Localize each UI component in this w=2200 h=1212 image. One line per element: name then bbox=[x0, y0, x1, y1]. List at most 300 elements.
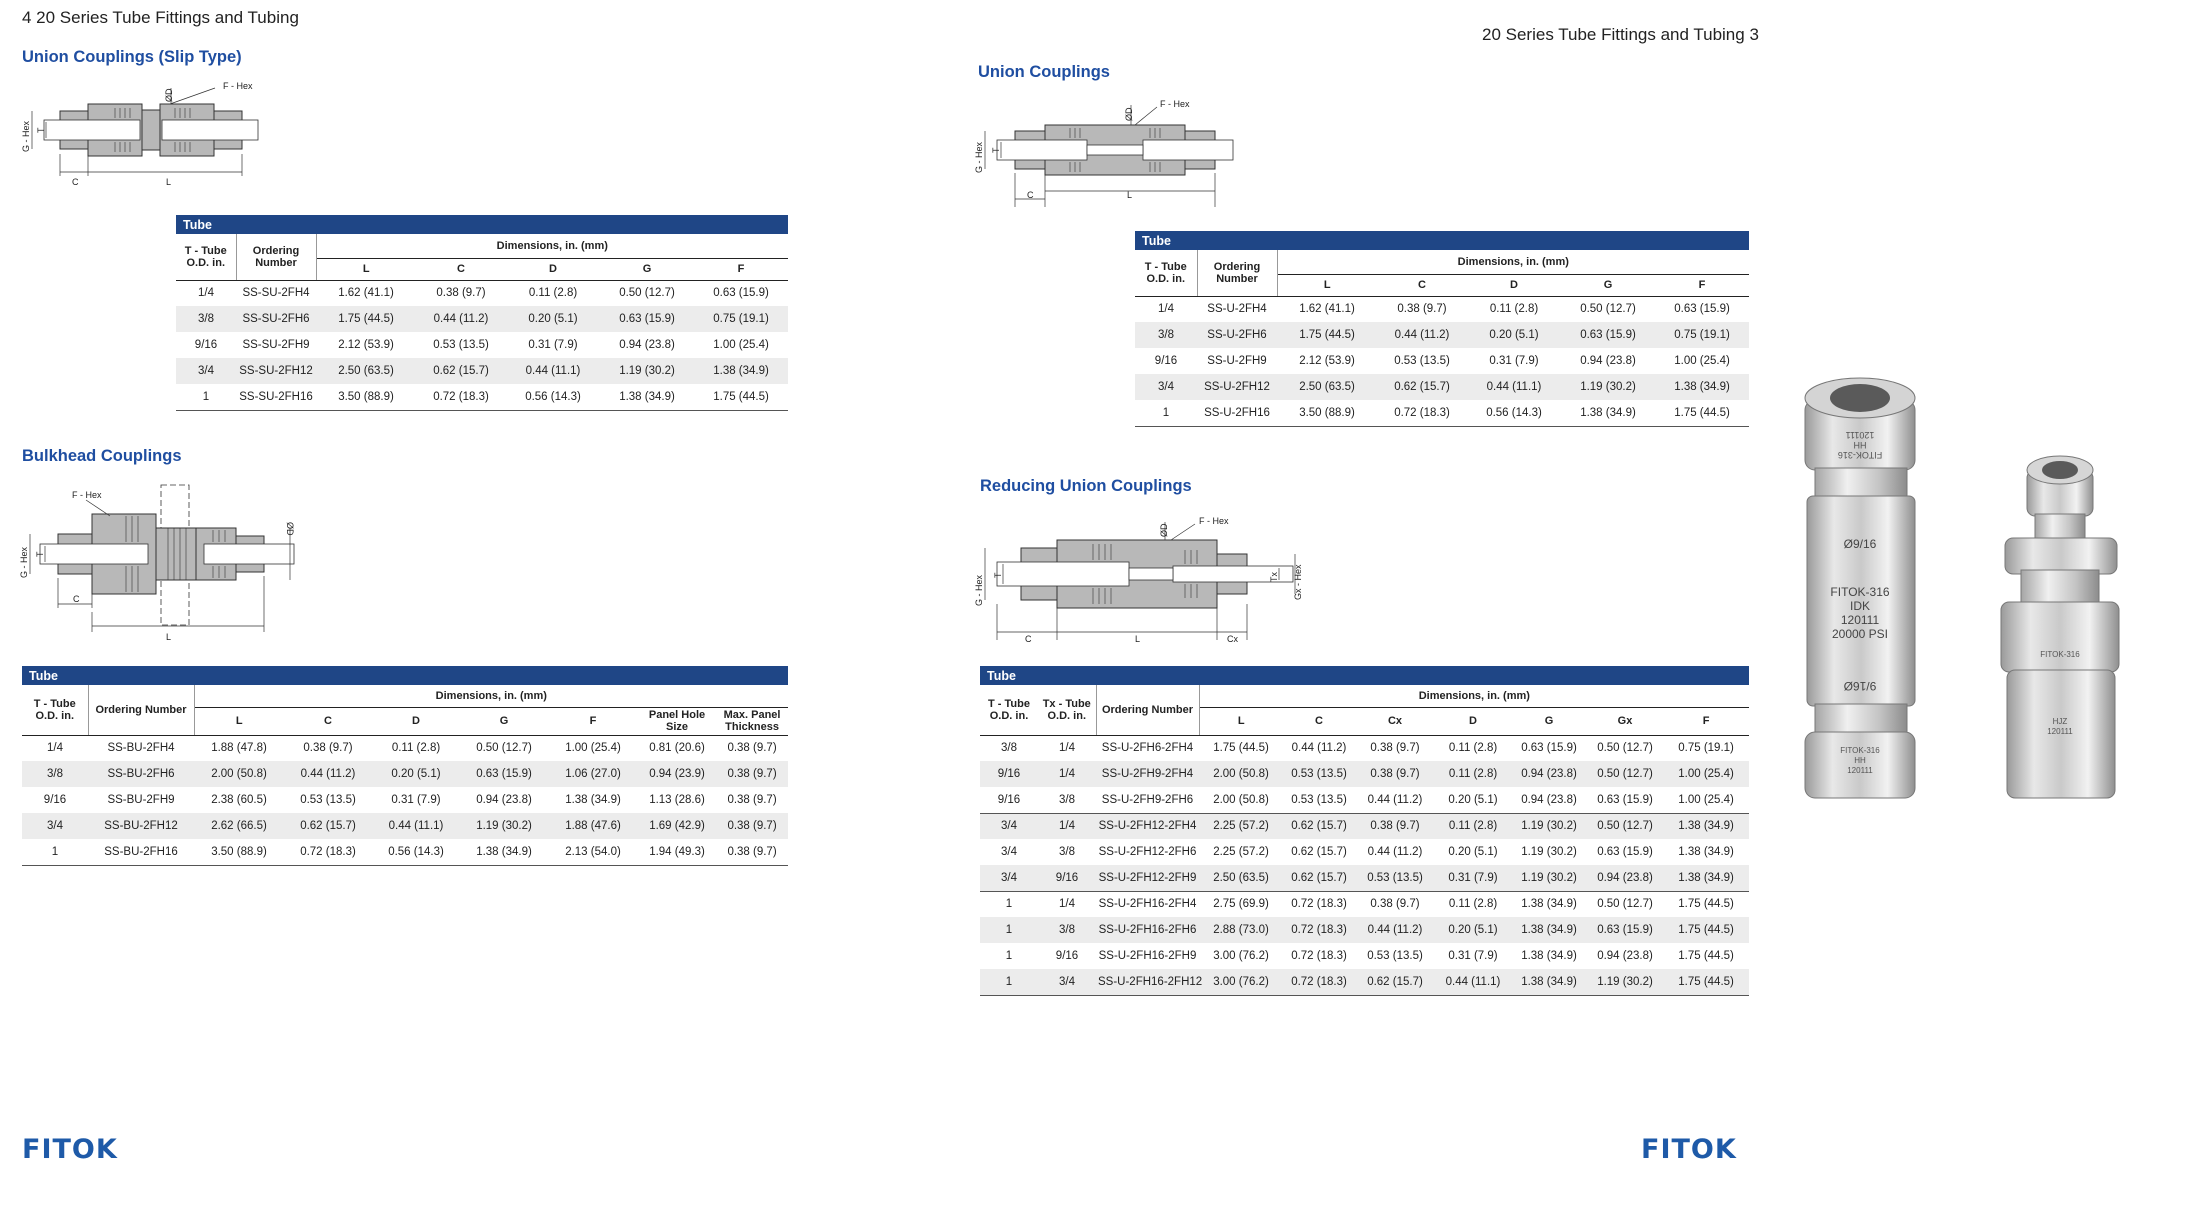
bu-label-fhex: F - Hex bbox=[72, 490, 102, 500]
table-cell: SS-U-2FH6-2FH4 bbox=[1101, 742, 1194, 755]
table-cell: 3/4 bbox=[980, 865, 1038, 891]
table-cell: 0.50 (12.7) bbox=[619, 287, 675, 300]
table-cell: SS-U-2FH16-2FH4 bbox=[1096, 891, 1199, 917]
table-cell: 3.50 (88.9) bbox=[1277, 400, 1377, 426]
bu-label-l: L bbox=[166, 632, 172, 642]
table-cell: 1.38 (34.9) bbox=[1511, 969, 1587, 995]
table-cell: 1 bbox=[1005, 950, 1013, 962]
table-cell: 0.72 (18.3) bbox=[1283, 969, 1355, 995]
bu-h-D: D bbox=[372, 707, 460, 735]
table-cell: 1.00 (25.4) bbox=[1663, 761, 1749, 787]
table-cell: 0.75 (19.1) bbox=[1678, 742, 1734, 755]
bu-h-L: L bbox=[194, 707, 284, 735]
ru-h-dims: Dimensions, in. (mm) bbox=[1199, 685, 1749, 707]
table-cell: 0.63 (15.9) bbox=[713, 287, 769, 300]
lf-mark-5: IDK bbox=[1849, 599, 1871, 613]
table-cell: 1.19 (30.2) bbox=[1511, 865, 1587, 891]
table-row bbox=[980, 761, 1749, 787]
table-cell: 0.38 (9.7) bbox=[303, 742, 353, 755]
table-cell: 0.38 (9.7) bbox=[1355, 891, 1435, 917]
table-cell: 1.38 (34.9) bbox=[1678, 846, 1734, 858]
ru-label-cx: Cx bbox=[1227, 634, 1238, 644]
table-cell: 1.62 (41.1) bbox=[338, 287, 394, 300]
table-cell: 1.38 (34.9) bbox=[1521, 950, 1577, 962]
lf-mark-0: 120111 bbox=[1845, 430, 1875, 440]
table-row bbox=[176, 280, 788, 306]
u-band: Tube bbox=[1135, 231, 1749, 250]
table-cell: SS-SU-2FH4 bbox=[242, 287, 310, 300]
table-cell: 1.38 (34.9) bbox=[694, 358, 788, 384]
table-cell: SS-SU-2FH16 bbox=[236, 384, 316, 410]
table-cell: 0.38 (9.7) bbox=[716, 813, 788, 839]
table-cell: 0.44 (11.1) bbox=[506, 358, 600, 384]
table-cell: SS-BU-2FH12 bbox=[88, 813, 194, 839]
table-cell: 0.20 (5.1) bbox=[372, 761, 460, 787]
table-cell: SS-U-2FH12-2FH9 bbox=[1096, 865, 1199, 891]
table-cell: 1 bbox=[1135, 400, 1197, 426]
table-cell: 0.50 (12.7) bbox=[1580, 303, 1636, 316]
lf-mark-3: Ø9/16 bbox=[1843, 537, 1877, 551]
ru-h-D: D bbox=[1435, 707, 1511, 735]
ru-h-C: C bbox=[1283, 707, 1355, 735]
table-cell: 0.50 (12.7) bbox=[476, 742, 532, 755]
table-cell: 0.62 (15.7) bbox=[284, 813, 372, 839]
bu-label-c: C bbox=[73, 594, 80, 604]
table-cell: 0.31 (7.9) bbox=[391, 794, 441, 806]
table-cell: 0.72 (18.3) bbox=[416, 384, 506, 410]
table-cell: 0.11 (2.8) bbox=[1489, 303, 1539, 316]
table-row bbox=[980, 917, 1749, 943]
table-cell: 0.53 (13.5) bbox=[1291, 793, 1347, 806]
table-cell: 1 bbox=[980, 917, 1038, 943]
table-cell: 2.50 (63.5) bbox=[316, 358, 416, 384]
table-cell: 1/4 bbox=[1038, 891, 1096, 917]
table-cell: 1.38 (34.9) bbox=[565, 794, 621, 806]
table-cell: 0.50 (12.7) bbox=[1587, 761, 1663, 787]
table-cell: 2.62 (66.5) bbox=[194, 813, 284, 839]
table-cell: 1/4 bbox=[1059, 742, 1075, 755]
table-cell: 0.63 (15.9) bbox=[1587, 917, 1663, 943]
table-cell: 0.31 (7.9) bbox=[528, 339, 578, 351]
table-cell: 0.62 (15.7) bbox=[1377, 374, 1467, 400]
table-cell: 0.62 (15.7) bbox=[1291, 846, 1347, 858]
ru-h-ordering: Ordering Number bbox=[1096, 685, 1199, 735]
table-cell: 0.63 (15.9) bbox=[600, 306, 694, 332]
table-cell: 2.38 (60.5) bbox=[211, 794, 267, 806]
table-cell: 1.38 (34.9) bbox=[1663, 865, 1749, 891]
right-fitting bbox=[2001, 456, 2119, 798]
table-cell: SS-SU-2FH12 bbox=[236, 358, 316, 384]
table-cell: 1.38 (34.9) bbox=[1511, 891, 1587, 917]
table-cell: 3/8 bbox=[1038, 917, 1096, 943]
table-row bbox=[980, 943, 1749, 969]
table-cell: 1.75 (44.5) bbox=[1655, 400, 1749, 426]
ru-h-tx: Tx - Tube O.D. in. bbox=[1038, 685, 1096, 735]
table-cell: 2.25 (57.2) bbox=[1199, 813, 1283, 839]
table-row bbox=[1135, 374, 1749, 400]
u-label-fhex: F - Hex bbox=[1160, 99, 1190, 109]
table-cell: 1.19 (30.2) bbox=[1587, 969, 1663, 995]
table-cell: 2.13 (54.0) bbox=[548, 839, 638, 865]
table-cell: 1.69 (42.9) bbox=[638, 813, 716, 839]
table-row bbox=[980, 787, 1749, 813]
u-section-title: Union Couplings bbox=[978, 63, 1110, 81]
table-cell: 1.88 (47.8) bbox=[211, 742, 267, 755]
rf-mark-2: 120111 bbox=[2047, 727, 2073, 736]
lf-mark-11: 120111 bbox=[1847, 766, 1873, 775]
table-cell: 0.44 (11.1) bbox=[372, 813, 460, 839]
table-cell: 0.31 (7.9) bbox=[1435, 865, 1511, 891]
table-cell: 0.53 (13.5) bbox=[433, 339, 489, 351]
table-cell: SS-BU-2FH4 bbox=[107, 742, 175, 755]
su-h-tube: T - Tube O.D. in. bbox=[176, 234, 236, 280]
table-cell: 1.75 (44.5) bbox=[1663, 969, 1749, 995]
table-cell: 0.75 (19.1) bbox=[694, 306, 788, 332]
u-table bbox=[1135, 231, 1749, 427]
left-fitting bbox=[1805, 378, 1915, 798]
table-cell: SS-U-2FH16-2FH6 bbox=[1096, 917, 1199, 943]
table-cell: 3/8 bbox=[176, 306, 236, 332]
table-cell: 0.38 (9.7) bbox=[1370, 742, 1420, 755]
table-cell: 1.38 (34.9) bbox=[1511, 917, 1587, 943]
bu-label-od: ØD bbox=[285, 522, 295, 536]
table-cell: 0.11 (2.8) bbox=[1448, 742, 1498, 755]
u-h-ordering: Ordering Number bbox=[1197, 250, 1277, 296]
lf-mark-9: FITOK-316 bbox=[1840, 746, 1880, 755]
table-row bbox=[1135, 400, 1749, 426]
lf-mark-2: FITOK-316 bbox=[1837, 450, 1883, 460]
su-band: Tube bbox=[176, 215, 788, 234]
table-cell: 3.00 (76.2) bbox=[1199, 969, 1283, 995]
ru-h-Cx: Cx bbox=[1355, 707, 1435, 735]
table-cell: 0.20 (5.1) bbox=[1448, 793, 1498, 806]
table-cell: 0.56 (14.3) bbox=[1467, 400, 1561, 426]
bu-table bbox=[22, 666, 788, 866]
table-cell: 1.75 (44.5) bbox=[1663, 891, 1749, 917]
table-cell: 1.19 (30.2) bbox=[460, 813, 548, 839]
table-cell: 0.44 (11.2) bbox=[1367, 846, 1423, 858]
table-cell: 3/8 bbox=[1059, 846, 1075, 858]
table-cell: 1.75 (44.5) bbox=[316, 306, 416, 332]
bu-rows bbox=[22, 735, 788, 865]
table-row bbox=[176, 358, 788, 384]
su-table bbox=[176, 215, 788, 411]
table-cell: 0.50 (12.7) bbox=[1597, 742, 1653, 755]
lf-mark-10: HH bbox=[1854, 756, 1866, 765]
u-h-L: L bbox=[1277, 274, 1377, 296]
table-cell: 0.38 (9.7) bbox=[716, 839, 788, 865]
table-cell: SS-U-2FH12-2FH6 bbox=[1098, 846, 1197, 858]
table-cell: SS-U-2FH16-2FH12 bbox=[1096, 969, 1199, 995]
table-cell: 1.00 (25.4) bbox=[1674, 355, 1730, 367]
u-label-c: C bbox=[1027, 190, 1034, 200]
ru-diagram bbox=[975, 510, 1325, 645]
table-cell: 1.38 (34.9) bbox=[460, 839, 548, 865]
table-row bbox=[22, 787, 788, 813]
table-cell: SS-U-2FH12-2FH4 bbox=[1096, 813, 1199, 839]
table-cell: 2.12 (53.9) bbox=[1299, 355, 1355, 367]
u-label-ghex: G - Hex bbox=[974, 141, 984, 173]
table-cell: SS-SU-2FH9 bbox=[242, 339, 310, 351]
table-row bbox=[1135, 322, 1749, 348]
table-cell: 1 bbox=[980, 969, 1038, 995]
table-cell: 0.31 (7.9) bbox=[1448, 950, 1498, 962]
table-cell: 3/4 bbox=[22, 813, 88, 839]
table-cell: 1.75 (44.5) bbox=[1678, 950, 1734, 962]
u-h-dims: Dimensions, in. (mm) bbox=[1277, 250, 1749, 274]
table-cell: 0.20 (5.1) bbox=[1435, 917, 1511, 943]
table-cell: 2.50 (63.5) bbox=[1199, 865, 1283, 891]
table-cell: 1 bbox=[22, 839, 88, 865]
table-row bbox=[980, 969, 1749, 995]
table-cell: 0.38 (9.7) bbox=[1397, 303, 1447, 316]
table-cell: 0.94 (23.8) bbox=[1511, 761, 1587, 787]
ru-label-gxhex: Gx - Hex bbox=[1293, 564, 1303, 600]
bu-label-t: T bbox=[35, 551, 45, 557]
table-cell: 2.50 (63.5) bbox=[1277, 374, 1377, 400]
product-photo bbox=[1785, 370, 2175, 820]
table-cell: 0.72 (18.3) bbox=[1283, 891, 1355, 917]
table-cell: 0.38 (9.7) bbox=[727, 742, 777, 755]
bu-h-tube: T - Tube O.D. in. bbox=[22, 685, 88, 735]
table-cell: 0.50 (12.7) bbox=[1587, 813, 1663, 839]
table-row bbox=[22, 813, 788, 839]
table-cell: 1.13 (28.6) bbox=[649, 794, 705, 806]
table-cell: 2.75 (69.9) bbox=[1199, 891, 1283, 917]
table-cell: 1.62 (41.1) bbox=[1299, 303, 1355, 316]
rf-mark-0: FITOK-316 bbox=[2040, 650, 2080, 659]
u-h-D: D bbox=[1467, 274, 1561, 296]
table-cell: 0.11 (2.8) bbox=[528, 287, 578, 300]
u-h-F: F bbox=[1655, 274, 1749, 296]
table-cell: 0.53 (13.5) bbox=[1355, 865, 1435, 891]
u-diagram bbox=[975, 95, 1245, 210]
bu-h-panel-hole: Panel Hole Size bbox=[638, 707, 716, 735]
table-row bbox=[22, 839, 788, 865]
su-h-G: G bbox=[600, 258, 694, 280]
table-cell: 0.38 (9.7) bbox=[1355, 813, 1435, 839]
table-cell: 0.44 (11.2) bbox=[416, 306, 506, 332]
table-cell: 0.11 (2.8) bbox=[1435, 891, 1511, 917]
table-cell: 0.44 (11.1) bbox=[1435, 969, 1511, 995]
table-cell: 0.63 (15.9) bbox=[1597, 846, 1653, 858]
table-cell: 3/4 bbox=[176, 358, 236, 384]
table-cell: 1/4 bbox=[198, 287, 214, 300]
u-rows bbox=[1135, 296, 1749, 426]
table-cell: 0.94 (23.8) bbox=[476, 794, 532, 806]
table-cell: 0.94 (23.8) bbox=[1597, 950, 1653, 962]
bu-h-dims: Dimensions, in. (mm) bbox=[194, 685, 788, 707]
table-row bbox=[980, 735, 1749, 761]
table-cell: SS-U-2FH9 bbox=[1207, 355, 1267, 367]
table-cell: SS-BU-2FH6 bbox=[88, 761, 194, 787]
ru-rows bbox=[980, 735, 1749, 995]
table-cell: 1/4 bbox=[47, 742, 63, 755]
ru-label-tx: Tx bbox=[1269, 572, 1279, 582]
table-row bbox=[1135, 348, 1749, 374]
table-cell: 1.00 (25.4) bbox=[565, 742, 621, 755]
right-logo: FITOK bbox=[1641, 1134, 1737, 1165]
bu-h-C: C bbox=[284, 707, 372, 735]
table-cell: 0.94 (23.8) bbox=[1587, 865, 1663, 891]
table-cell: SS-U-2FH4 bbox=[1207, 303, 1267, 316]
table-cell: 0.94 (23.9) bbox=[638, 761, 716, 787]
table-cell: 1/4 bbox=[1158, 303, 1174, 316]
table-cell: 0.56 (14.3) bbox=[372, 839, 460, 865]
table-cell: 0.94 (23.8) bbox=[619, 339, 675, 351]
table-cell: 0.94 (23.8) bbox=[1580, 355, 1636, 367]
table-cell: 2.12 (53.9) bbox=[338, 339, 394, 351]
table-cell: 0.20 (5.1) bbox=[1448, 846, 1498, 858]
table-row bbox=[980, 891, 1749, 917]
ru-h-Gx: Gx bbox=[1587, 707, 1663, 735]
ru-label-od: ØD bbox=[1159, 523, 1169, 537]
ru-section-title: Reducing Union Couplings bbox=[980, 477, 1192, 495]
table-cell: 0.44 (11.2) bbox=[1377, 322, 1467, 348]
ru-band: Tube bbox=[980, 666, 1749, 685]
su-h-dims: Dimensions, in. (mm) bbox=[316, 234, 788, 258]
table-row bbox=[980, 839, 1749, 865]
table-cell: 1.19 (30.2) bbox=[1561, 374, 1655, 400]
table-cell: SS-U-2FH6 bbox=[1197, 322, 1277, 348]
table-cell: 0.56 (14.3) bbox=[506, 384, 600, 410]
table-cell: 1.38 (34.9) bbox=[1561, 400, 1655, 426]
table-cell: 1/4 bbox=[1038, 813, 1096, 839]
su-label-t: T bbox=[36, 127, 46, 133]
table-cell: 3/4 bbox=[1038, 969, 1096, 995]
table-cell: 0.11 (2.8) bbox=[391, 742, 441, 755]
ru-h-tube: T - Tube O.D. in. bbox=[980, 685, 1038, 735]
table-cell: 0.72 (18.3) bbox=[284, 839, 372, 865]
ru-h-G: G bbox=[1511, 707, 1587, 735]
bu-h-ordering: Ordering Number bbox=[88, 685, 194, 735]
table-cell: 0.63 (15.9) bbox=[460, 761, 548, 787]
table-cell: 3/8 bbox=[1135, 322, 1197, 348]
ru-label-t: T bbox=[993, 572, 1003, 578]
bu-h-max-panel: Max. Panel Thickness bbox=[716, 707, 788, 735]
table-cell: 1.19 (30.2) bbox=[600, 358, 694, 384]
table-cell: 0.72 (18.3) bbox=[1291, 950, 1347, 962]
table-cell: 0.38 (9.7) bbox=[436, 287, 486, 300]
table-cell: 3/8 bbox=[1059, 793, 1075, 806]
table-cell: 3.50 (88.9) bbox=[194, 839, 284, 865]
table-cell: 9/16 bbox=[43, 794, 67, 806]
table-cell: 1.06 (27.0) bbox=[548, 761, 638, 787]
table-cell: 0.31 (7.9) bbox=[1489, 355, 1539, 367]
lf-mark-7: 20000 PSI bbox=[1831, 627, 1889, 641]
table-row bbox=[176, 332, 788, 358]
ru-label-fhex: F - Hex bbox=[1199, 516, 1229, 526]
table-cell: 0.53 (13.5) bbox=[1283, 761, 1355, 787]
table-cell: 0.62 (15.7) bbox=[1283, 813, 1355, 839]
ru-table bbox=[980, 666, 1749, 996]
table-cell: 2.00 (50.8) bbox=[194, 761, 284, 787]
table-cell: 0.94 (23.8) bbox=[1521, 793, 1577, 806]
table-cell: 0.44 (11.2) bbox=[284, 761, 372, 787]
table-cell: 9/16 bbox=[980, 761, 1038, 787]
su-label-l: L bbox=[166, 177, 172, 187]
table-cell: SS-U-2FH16-2FH9 bbox=[1098, 950, 1197, 962]
u-label-t: T bbox=[991, 147, 1001, 153]
table-cell: 2.00 (50.8) bbox=[1199, 761, 1283, 787]
table-cell: 0.72 (18.3) bbox=[1377, 400, 1467, 426]
table-cell: SS-BU-2FH16 bbox=[88, 839, 194, 865]
table-cell: 0.38 (9.7) bbox=[727, 794, 777, 806]
table-cell: 1.19 (30.2) bbox=[1511, 813, 1587, 839]
table-cell: 2.00 (50.8) bbox=[1213, 793, 1269, 806]
table-cell: 9/16 bbox=[194, 339, 218, 351]
su-label-od: ØD bbox=[164, 88, 174, 102]
table-cell: 1.88 (47.6) bbox=[548, 813, 638, 839]
table-cell: 9/16 bbox=[997, 793, 1021, 806]
u-label-od: ØD bbox=[1124, 107, 1134, 121]
table-cell: 1 bbox=[980, 891, 1038, 917]
table-cell: 0.72 (18.3) bbox=[1283, 917, 1355, 943]
table-cell: 0.20 (5.1) bbox=[506, 306, 600, 332]
ru-h-F: F bbox=[1663, 707, 1749, 735]
su-diagram bbox=[20, 80, 300, 195]
bu-label-ghex: G - Hex bbox=[19, 546, 29, 578]
table-cell: 0.20 (5.1) bbox=[1467, 322, 1561, 348]
lf-mark-6: 120111 bbox=[1840, 613, 1880, 627]
table-cell: 1.19 (30.2) bbox=[1521, 846, 1577, 858]
table-cell: 0.63 (15.9) bbox=[1674, 303, 1730, 316]
table-cell: 0.62 (15.7) bbox=[1355, 969, 1435, 995]
table-row bbox=[22, 761, 788, 787]
u-label-l: L bbox=[1127, 190, 1133, 200]
ru-label-c: C bbox=[1025, 634, 1032, 644]
u-h-G: G bbox=[1561, 274, 1655, 296]
table-cell: 0.53 (13.5) bbox=[1367, 950, 1423, 962]
table-cell: 1.94 (49.3) bbox=[638, 839, 716, 865]
table-cell: 9/16 bbox=[1038, 865, 1096, 891]
table-cell: 1.75 (44.5) bbox=[1277, 322, 1377, 348]
table-cell: 0.63 (15.9) bbox=[1561, 322, 1655, 348]
table-cell: 1.00 (25.4) bbox=[713, 339, 769, 351]
u-h-tube: T - Tube O.D. in. bbox=[1135, 250, 1197, 296]
table-cell: 9/16 bbox=[1154, 355, 1178, 367]
lf-mark-8: 9/16Ø bbox=[1843, 679, 1877, 693]
ru-label-ghex: G - Hex bbox=[974, 574, 984, 606]
right-page-header: 20 Series Tube Fittings and Tubing 3 bbox=[1482, 25, 1759, 44]
table-cell: 0.44 (11.1) bbox=[1467, 374, 1561, 400]
lf-mark-1: HH bbox=[1853, 440, 1867, 450]
table-cell: 0.44 (11.2) bbox=[1291, 742, 1347, 755]
table-row bbox=[176, 306, 788, 332]
bu-section-title: Bulkhead Couplings bbox=[22, 447, 182, 465]
table-cell: 3.00 (76.2) bbox=[1213, 950, 1269, 962]
table-cell: 3/8 bbox=[22, 761, 88, 787]
su-section-title: Union Couplings (Slip Type) bbox=[22, 48, 242, 66]
left-logo: FITOK bbox=[22, 1134, 118, 1165]
table-cell: 1.75 (44.5) bbox=[1213, 742, 1269, 755]
table-cell: 3/4 bbox=[980, 813, 1038, 839]
table-cell: 3/4 bbox=[1001, 846, 1017, 858]
table-cell: 2.88 (73.0) bbox=[1199, 917, 1283, 943]
table-cell: 0.50 (12.7) bbox=[1587, 891, 1663, 917]
table-cell: 0.53 (13.5) bbox=[300, 794, 356, 806]
ru-label-l: L bbox=[1135, 634, 1141, 644]
table-cell: 1.00 (25.4) bbox=[1678, 793, 1734, 806]
table-cell: 1/4 bbox=[1038, 761, 1096, 787]
su-label-ghex: G - Hex bbox=[21, 120, 31, 152]
bu-band: Tube bbox=[22, 666, 788, 685]
table-cell: 1.38 (34.9) bbox=[1655, 374, 1749, 400]
table-cell: 0.38 (9.7) bbox=[716, 761, 788, 787]
table-cell: 0.63 (15.9) bbox=[1597, 793, 1653, 806]
table-cell: SS-U-2FH9-2FH4 bbox=[1096, 761, 1199, 787]
table-cell: 0.53 (13.5) bbox=[1394, 355, 1450, 367]
